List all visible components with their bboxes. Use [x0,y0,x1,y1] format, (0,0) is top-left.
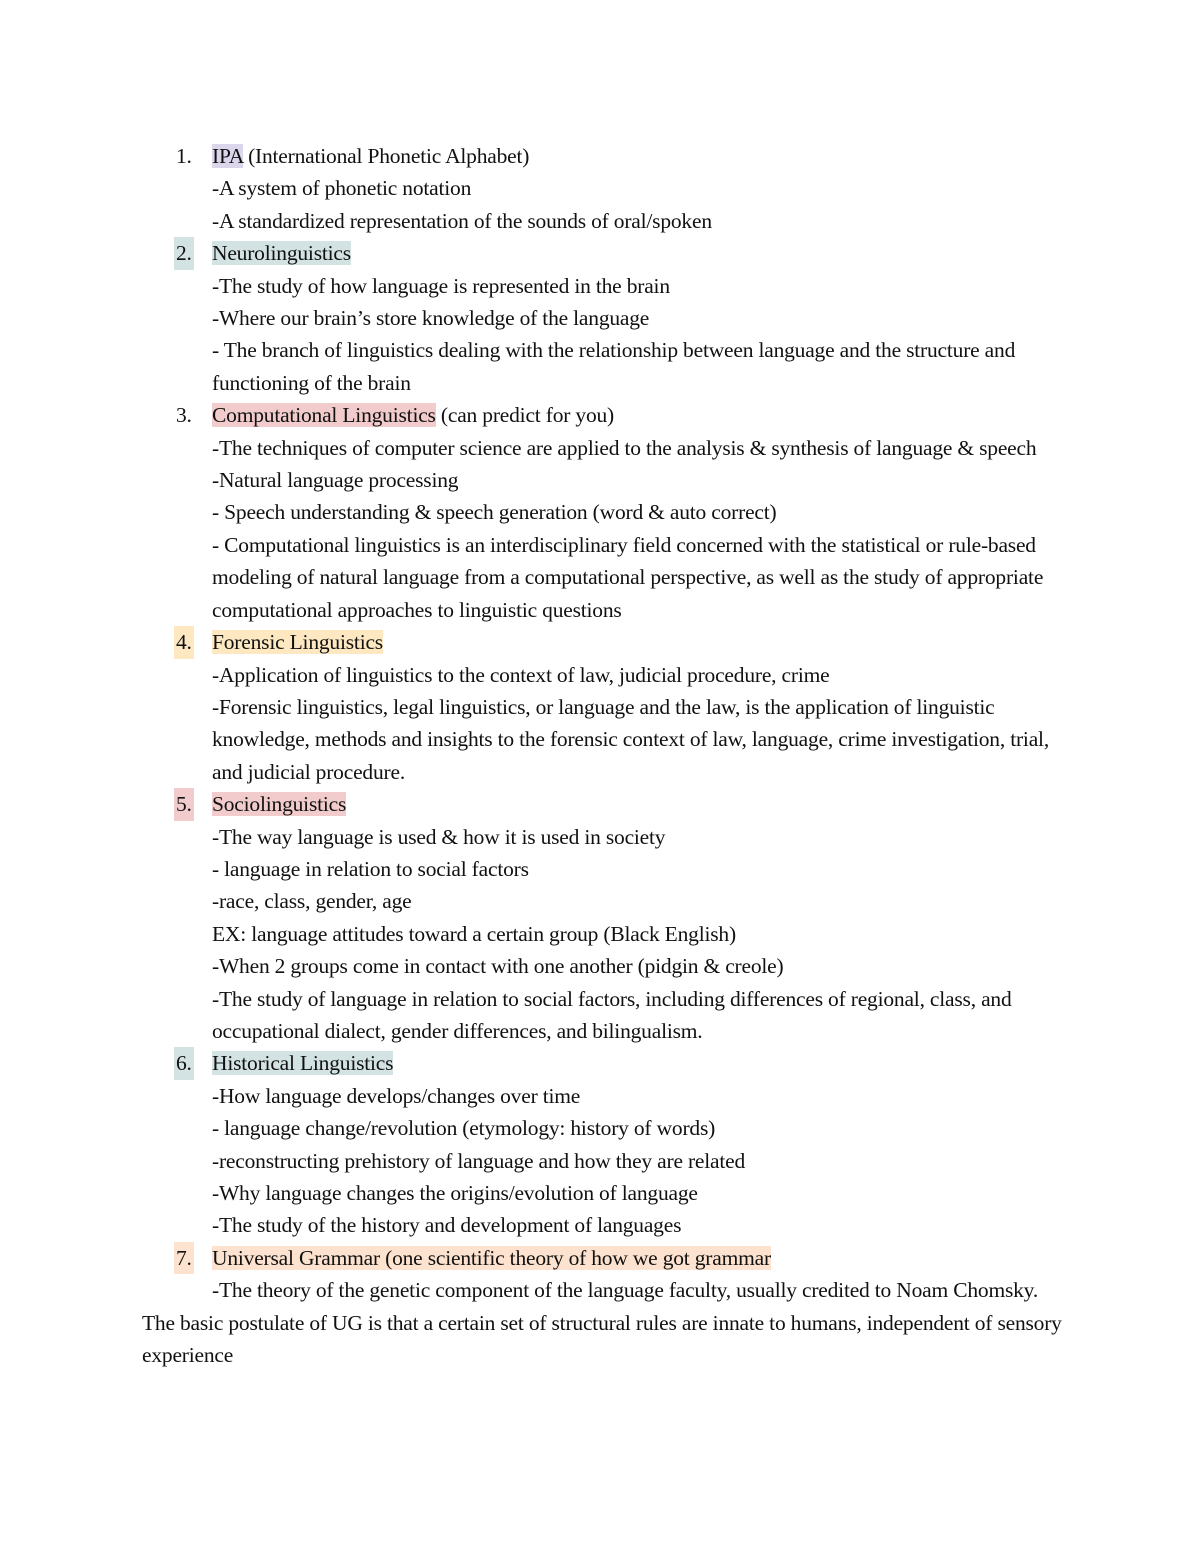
note-line: -Forensic linguistics, legal linguistics, or language and the law, is the application of linguistic knowledge, methods and insights to the forensic context of law, language, crime investigation, trial, and judicial procedure. [212,694,1049,784]
list-item-heading [142,399,1062,431]
note-line: -How language develops/changes over time [212,1083,581,1108]
note-line: - Computational linguistics is an interdisciplinary field concerned with the statistical or rule-based modeling of natural language from a computational perspective, as well as the study of appropriate computational approaches to linguistic questions [212,532,1044,622]
note-line: -The study of language in relation to social factors, including differences of regional, class, and occupational dialect, gender differences, and bilingualism. [212,986,1012,1043]
list-number: 2. [174,237,194,269]
term-highlight: IPA [212,144,243,168]
note-line: -race, class, gender, age [212,889,412,914]
term-highlight: Sociolinguistics [212,792,347,817]
list-number: 3. [176,403,192,428]
note-line: - language change/revolution (etymology: history of words) [212,1116,716,1141]
note-line: -When 2 groups come in contact with one another (pidgin & creole) [212,954,784,979]
list-item-heading [142,626,1062,658]
list-item [142,1242,1062,1274]
term-highlight: Forensic Linguistics [212,630,383,655]
term-highlight: Universal Grammar (one scientific theory of how we got grammar [212,1245,771,1270]
note-line: -reconstructing prehistory of language and how they are related [212,1148,746,1173]
term-note: (can predict for you) [435,403,615,428]
list-item-heading [142,788,1062,820]
list-item-heading [142,1047,1062,1079]
note-line: -Where our brain’s store knowledge of the language [212,306,650,331]
note-line: -A system of phonetic notation [212,176,472,201]
final-paragraph: -The theory of the genetic component of the language faculty, usually credited to Noam Chomsky. The basic postulate of UG is that a certain set of structural rules are innate to humans, independent of sensory experience [142,1278,1062,1368]
note-line: - Speech understanding & speech generation (word & auto correct) [212,500,777,525]
list-item [142,399,1062,626]
note-line: -The study of the history and development of languages [212,1213,682,1238]
note-line: -Why language changes the origins/evolution of language [212,1181,698,1205]
term-highlight: Neurolinguistics [212,241,351,266]
note-line: -The way language is used & how it is used in society [212,824,666,849]
list-number: 4. [174,626,194,658]
list-item [142,788,1062,1047]
list-item-heading [142,237,1062,269]
term-note: (International Phonetic Alphabet) [242,144,530,168]
list-item-heading [142,140,1062,172]
list-item [142,1047,1062,1241]
list-item [142,237,1062,399]
list-number: 7. [174,1242,194,1274]
list-item-heading [142,1242,1062,1274]
note-line: EX: language attitudes toward a certain group (Black English) [212,921,736,946]
document-body [142,140,1062,1371]
list-item [142,626,1062,788]
note-line: -A standardized representation of the sounds of oral/spoken [212,208,712,233]
note-line: - The branch of linguistics dealing with the relationship between language and the structure and functioning of the brain [212,338,1016,395]
list-number: 6. [174,1047,194,1079]
list-number: 1. [176,144,192,168]
note-line: -Application of linguistics to the context of law, judicial procedure, crime [212,662,830,687]
note-line: -The study of how language is represented in the brain [212,273,670,298]
note-line: -The techniques of computer science are applied to the analysis & synthesis of language & speech [212,435,1037,460]
list-number: 5. [174,788,194,820]
list-item [142,140,1062,237]
term-highlight: Computational Linguistics [212,403,436,428]
note-line: -Natural language processing [212,468,459,493]
note-line: - language in relation to social factors [212,856,529,881]
term-highlight: Historical Linguistics [212,1051,394,1076]
